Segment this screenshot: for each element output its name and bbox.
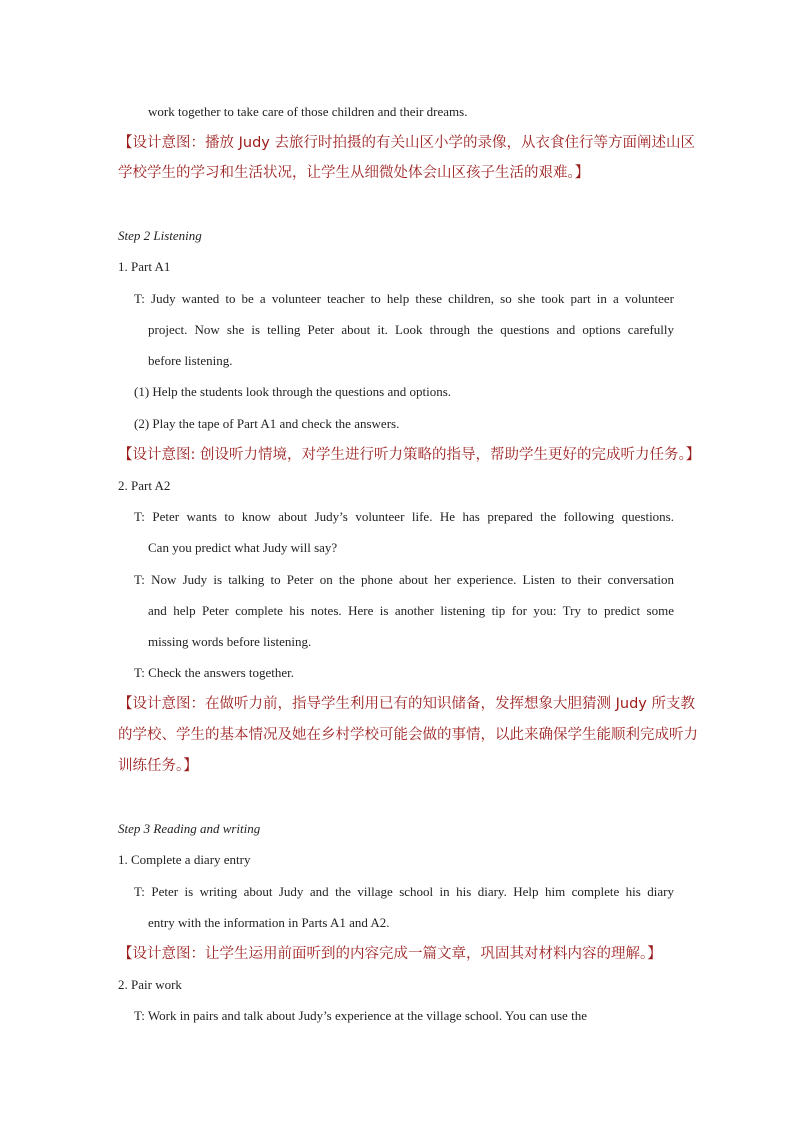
- body-text-line: work together to take care of those children and their dreams.: [148, 104, 468, 119]
- section-heading: 2. Part A2: [118, 478, 171, 493]
- section-heading: 1. Complete a diary entry: [118, 852, 251, 867]
- teacher-line: T: Judy wanted to be a volunteer teacher to help these children, so she took part in a volunteer: [134, 291, 674, 306]
- teacher-line: T: Peter wants to know about Judy’s volunteer life. He has prepared the following questions.: [134, 509, 674, 524]
- teacher-line: Can you predict what Judy will say?: [148, 540, 338, 555]
- design-intent-note: 【设计意图：让学生运用前面听到的内容完成一篇文章，巩固其对材料内容的理解。】: [118, 946, 662, 962]
- procedure-step: (1) Help the students look through the questions and options.: [134, 384, 452, 399]
- teacher-line: and help Peter complete his notes. Here is another listening tip for you: Try to predict some: [148, 603, 674, 618]
- teacher-line: entry with the information in Parts A1 and A2.: [148, 915, 390, 930]
- teacher-line: missing words before listening.: [148, 634, 312, 649]
- design-intent-note: 的学校、学生的基本情况及她在乡村学校可能会做的事情，以此来确保学生能顺利完成听力: [118, 727, 698, 743]
- teacher-line: T: Check the answers together.: [134, 665, 294, 680]
- teacher-line: T: Work in pairs and talk about Judy’s experience at the village school. You can use the: [134, 1008, 587, 1023]
- teacher-line: project. Now she is telling Peter about it. Look through the questions and options carefully: [148, 322, 674, 337]
- teacher-line: T: Peter is writing about Judy and the village school in his diary. Help him complete his diary: [134, 884, 674, 899]
- procedure-step: (2) Play the tape of Part A1 and check the answers.: [134, 416, 400, 431]
- design-intent-note: 【设计意图：在做听力前，指导学生利用已有的知识储备，发挥想象大胆猜测 Judy 所支教: [118, 696, 695, 712]
- step-heading: Step 3 Reading and writing: [118, 821, 261, 836]
- step-heading: Step 2 Listening: [118, 228, 202, 243]
- design-intent-note: 【设计意图: 创设听力情境，对学生进行听力策略的指导，帮助学生更好的完成听力任务。】: [118, 447, 701, 463]
- design-intent-note: 学校学生的学习和生活状况，让学生从细微处体会山区孩子生活的艰难。】: [118, 165, 590, 181]
- section-heading: 2. Pair work: [118, 977, 182, 992]
- section-heading: 1. Part A1: [118, 259, 171, 274]
- design-intent-note: 训练任务。】: [118, 758, 198, 774]
- design-intent-note: 【设计意图：播放 Judy 去旅行时拍摄的有关山区小学的录像，从衣食住行等方面阐述山区: [118, 135, 695, 151]
- teacher-line: T: Now Judy is talking to Peter on the phone about her experience. Listen to their conversation: [134, 572, 674, 587]
- teacher-line: before listening.: [148, 353, 233, 368]
